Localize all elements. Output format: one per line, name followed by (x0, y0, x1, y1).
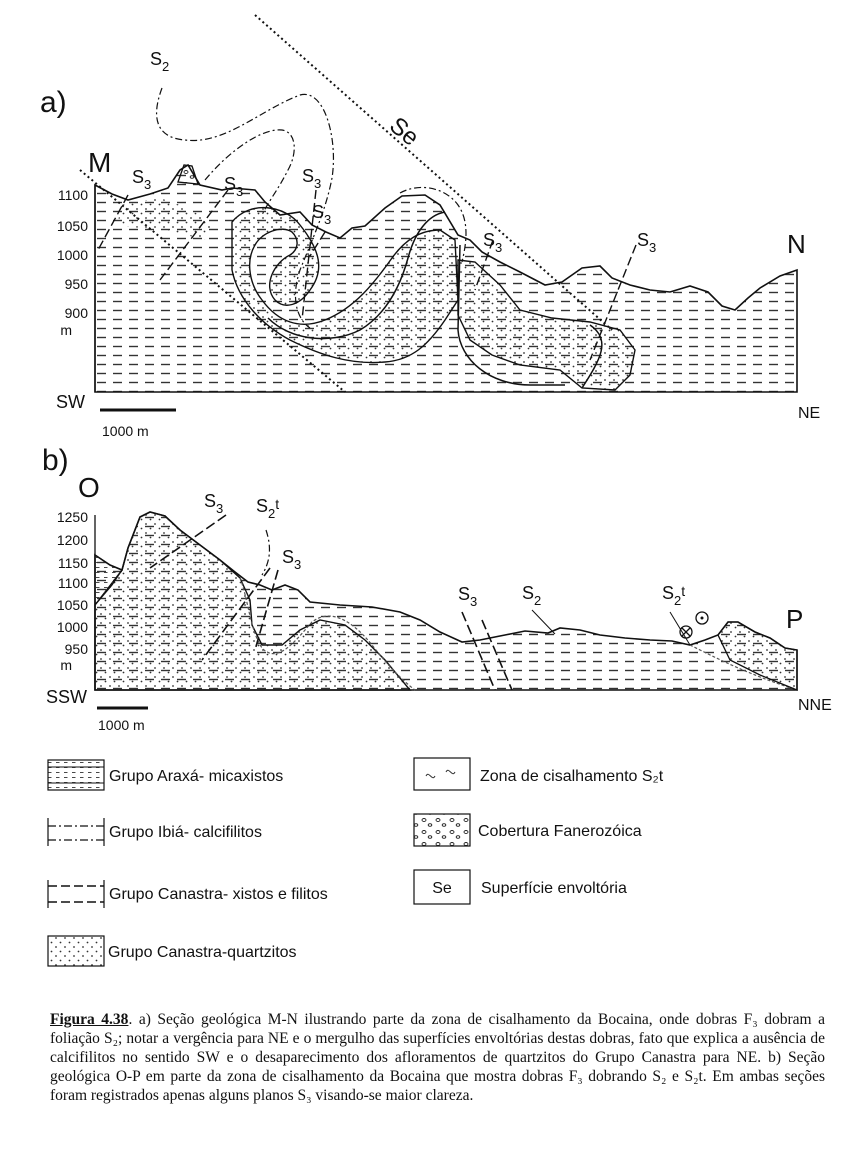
elev-b-1050: 1050 (56, 597, 88, 613)
section-b-end-label: P (786, 604, 804, 634)
section-b-elevation-axis (57, 509, 95, 690)
legend-se-box-text: Se (432, 880, 452, 897)
section-b-right-direction: NNE (798, 697, 832, 714)
legend-swatch-canastra-xistos (48, 880, 104, 908)
section-a-left-direction: SW (56, 392, 85, 412)
legend-swatch-canastra-quartzitos (48, 936, 104, 966)
section-a-start-label: M (88, 147, 112, 178)
section-b (42, 444, 832, 733)
legend-label-shear: Zona de cisalhamento S₂t (480, 768, 664, 785)
elev-b-1100: 1100 (57, 575, 88, 591)
section-a-end-label: N (787, 229, 806, 259)
svg-text:S3: $S_3$ (132, 167, 152, 192)
section-a-phanerozoic-cover (178, 165, 198, 184)
svg-text:S3: $S_3$ (282, 547, 302, 572)
elev-a-1050: 1050 (56, 218, 88, 234)
elev-b-950: 950 (64, 641, 88, 657)
section-b-s2-line (532, 610, 555, 634)
legend-label-ibia: Grupo Ibiá- calcifilitos (109, 824, 262, 841)
svg-text:S3: $S_3$ (483, 230, 503, 255)
legend-label-canastra-xistos: Grupo Canastra- xistos e filitos (109, 886, 328, 903)
figure-caption (50, 1010, 825, 1105)
section-a-elevation-axis (57, 185, 95, 392)
svg-text:S3: $S_3$ (312, 202, 332, 227)
figure-caption-text: . a) Seção geológica M-N ilustrando parte da zona de cisalhamento da Bocaina, onde dobras F₃ dobram a foliação S₂; notar a vergência para NE e o mergulho das superfícies envoltórias destas dobras, fato que explica a ausência de calcifilitos no sentido SW e o desaparecimento dos afloramentos de quartzitos do Grupo Canastra para NE. b) Seção geológica O-P em parte da zona de cisalhamento da Bocaina que mostra dobras F₃ dobrando S₂ e S₂t. Em ambas seções foram registrados apenas alguns planos S₃ visando-se maior clareza. (50, 1011, 825, 1104)
elev-a-950: 950 (64, 276, 88, 292)
svg-text:S2t: $S_2^t$ (256, 496, 280, 521)
legend-label-araxa: Grupo Araxá- micaxistos (109, 768, 284, 785)
legend-label-fanerozoica: Cobertura Fanerozóica (478, 823, 642, 840)
svg-text:S2t: $S_2^t$ (662, 583, 686, 608)
elev-b-1150: 1150 (57, 555, 88, 571)
svg-text:S3: $S_3$ (458, 584, 478, 609)
svg-text:S3: $S_3$ (637, 230, 657, 255)
elev-a-unit: m (60, 322, 72, 338)
section-b-s2t-trace (262, 530, 269, 575)
section-a-right-direction: NE (798, 405, 821, 422)
svg-text:S3: $S_3$ (204, 491, 224, 516)
section-a-envelope-label: Se (384, 111, 424, 152)
svg-text:S2: $S_2$ (522, 583, 542, 608)
section-a-scale-label: 1000 m (102, 423, 149, 439)
figure-label: Figura 4.38 (50, 1011, 129, 1028)
elev-b-1250: 1250 (56, 509, 88, 525)
elev-b-1200: 1200 (56, 532, 88, 548)
svg-text:S3: $S_3$ (302, 166, 322, 191)
legend-swatch-shear (414, 758, 470, 790)
legend-swatch-fanerozoica (414, 814, 470, 846)
elev-b-unit: m (60, 657, 72, 673)
section-b-left-direction: SSW (46, 687, 88, 707)
legend-swatch-ibia (48, 818, 104, 846)
legend-swatch-araxa (48, 760, 104, 790)
section-b-scale-label: 1000 m (98, 717, 145, 733)
section-a (40, 15, 820, 439)
section-b-start-label: O (78, 472, 100, 503)
legend-label-canastra-quartzitos: Grupo Canastra-quartzitos (108, 944, 297, 961)
section-b-panel-label: b) (42, 444, 69, 477)
elev-b-1000: 1000 (56, 619, 88, 635)
legend-label-se: Superfície envoltória (481, 880, 627, 897)
svg-text:S3: $S_3$ (224, 174, 244, 199)
legend (48, 758, 664, 966)
svg-text:S2: $S_2$ (150, 49, 170, 74)
elev-a-1000: 1000 (56, 247, 88, 263)
elev-a-1100: 1100 (57, 187, 88, 203)
elev-a-900: 900 (64, 305, 88, 321)
section-a-panel-label: a) (40, 86, 67, 119)
section-b-fault (670, 612, 690, 645)
